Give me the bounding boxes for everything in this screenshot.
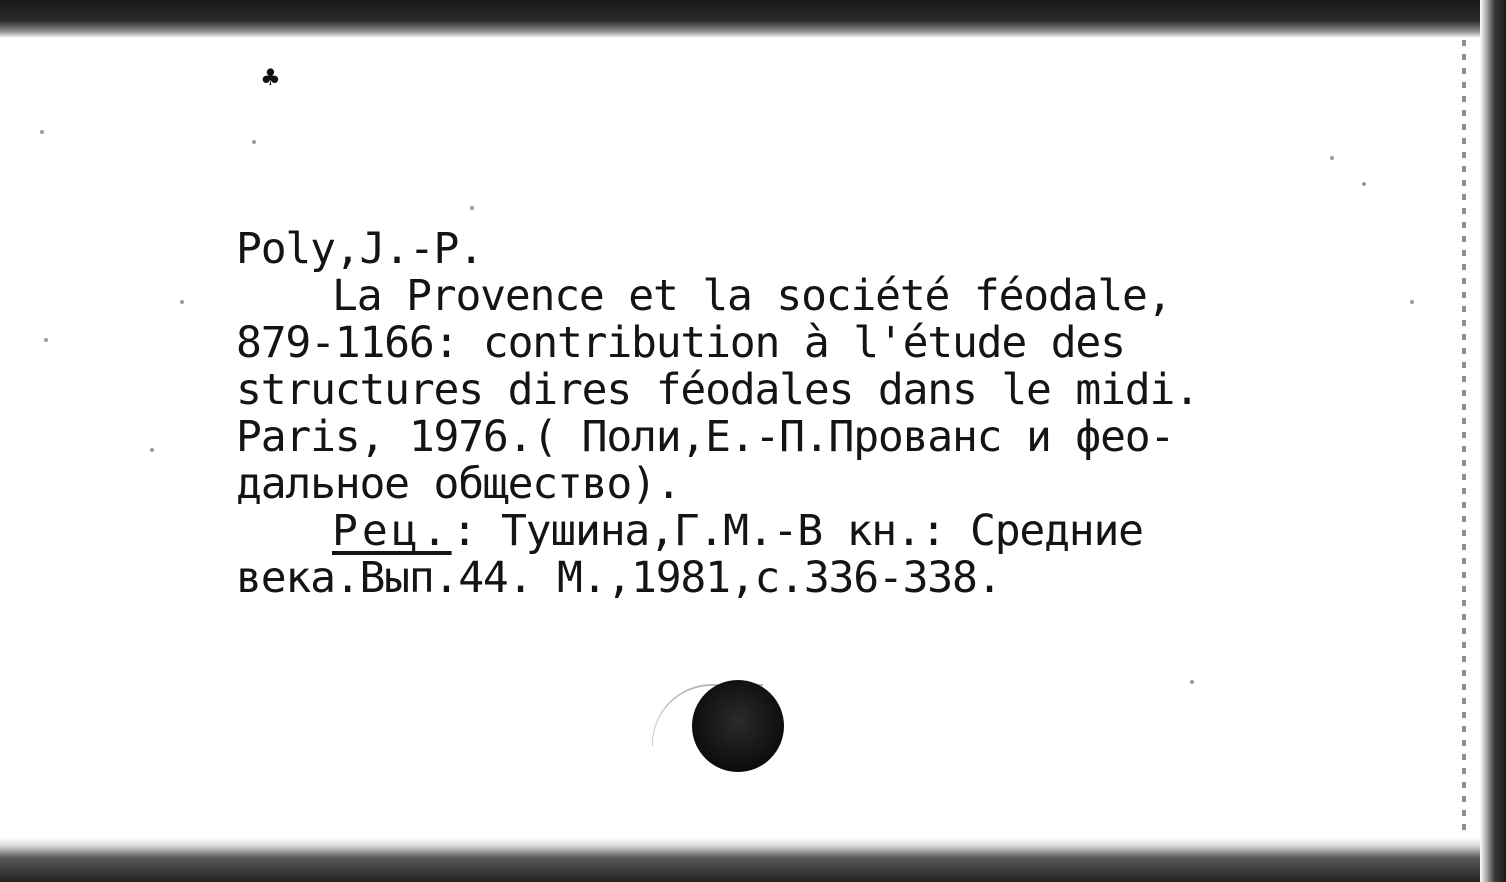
review-continuation: века.Вып.44. М.,1981,с.336-338. xyxy=(236,553,1002,603)
translation-line: дальное общество). xyxy=(236,459,681,509)
title-line: structures dires féodales dans le midi. xyxy=(236,365,1199,415)
scan-speck xyxy=(150,448,154,452)
review-line xyxy=(236,508,1466,555)
handwritten-mark: ♣ xyxy=(262,61,279,94)
author-heading: Poly,J.-P. xyxy=(236,224,483,274)
card-text xyxy=(236,226,1466,602)
scan-speck xyxy=(470,206,474,210)
scan-edge-bottom xyxy=(0,838,1506,882)
punch-hole xyxy=(692,680,784,772)
scan-speck xyxy=(40,130,44,134)
scan-speck xyxy=(44,338,48,342)
scan-edge-top xyxy=(0,0,1480,38)
review-text: : Тушина,Г.М.-В кн.: Средние xyxy=(451,506,1143,556)
scan-speck xyxy=(180,300,184,304)
scan-speck xyxy=(1190,680,1194,684)
imprint-line: Paris, 1976.( Поли,Е.-П.Прованс и фео- xyxy=(236,412,1175,462)
title-line: La Provence et la société féodale, xyxy=(332,271,1172,321)
scan-speck xyxy=(1362,182,1366,186)
title-line: 879-1166: contribution à l'étude des xyxy=(236,318,1125,368)
review-label: Рец. xyxy=(332,506,452,556)
scan-edge-right xyxy=(1480,0,1506,882)
scan-speck xyxy=(252,140,256,144)
scan-speck xyxy=(1330,156,1334,160)
